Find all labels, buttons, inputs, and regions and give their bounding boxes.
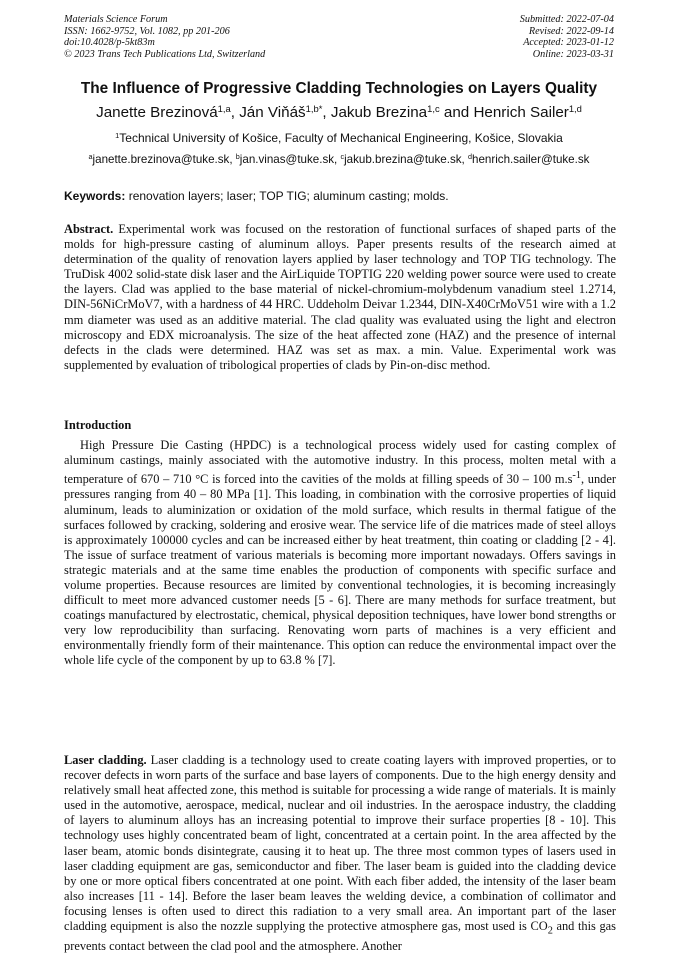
email-mark: d [468,152,472,162]
chemical-subscript: 2 [547,925,553,937]
section-heading-introduction: Introduction [64,418,132,432]
abstract [64,222,616,373]
journal-doi: doi:10.4028/p-5kt83m [64,37,155,49]
date-accepted: Accepted: 2023-01-12 [523,37,614,49]
email-mark: b [235,152,240,162]
email-list [20,153,658,166]
author-name: Henrich Sailer [473,104,569,121]
email-mark: c [340,152,345,162]
journal-name: Materials Science Forum [64,14,168,25]
paper-title: The Influence of Progressive Cladding Technologies on Layers Quality [80,80,598,97]
author-list [30,104,648,121]
laser-cladding-paragraph [64,753,616,954]
author-affil-mark: 1,c [427,102,440,114]
journal-info [64,14,265,60]
author-affil-mark: 1,a [217,102,231,114]
paragraph-text: and this gas prevents contact between the clad pool and the atmosphere. Another [64,919,616,953]
journal-copyright: © 2023 Trans Tech Publications Ltd, Switzerland [64,48,266,60]
paragraph-text: , under pressures ranging from 40 – 80 MPa [1]. This loading, in combination with the corrosive properties of liquid aluminum, leads to aluminization or oxidation of the mold surface, which results in thermal fatigue of the surfaces followed by cracking, soldering and erosive wear. The service life of die matrices made of steel alloys is approximately 100000 cycles and can be increased either by heat treatment, thin coating or cladding [2 - 4]. The issue of surface treatment of various materials is becoming more important nowadays. Offers savings in strategic materials and at the same time enables the production of components with specific surface and volume properties. Because resources are limited by conventional technologies, it is becoming increasingly difficult to meet more advanced customer needs [5 - 6]. There are many methods for surface treatment, but coatings manufactured by electrostatic, chemical, physical deposition techniques, have lower bond strengths or very low reproducibility than surfacing. Renovating worn parts of machines is a very efficient and environmentally friendly form of their maintenance. This option can reduce the environmental impact over the whole life cycle of the component by up to 63.8 % [7]. [64,472,616,668]
keywords-label: Keywords: [64,189,126,203]
journal-issn: ISSN: 1662-9752, Vol. 1082, pp 201-206 [64,25,230,37]
publication-dates [520,14,614,60]
email-mark: a [88,152,93,162]
author-affil-mark: 1,d [568,102,582,114]
introduction-paragraph [64,438,616,669]
author-separator: and [439,104,474,121]
email: henrich.sailer@tuke.sk [472,153,590,166]
author-name: Ján Viňáš [239,104,306,121]
author-name: Jakub Brezina [330,104,428,121]
paragraph-text: Laser cladding is a technology used to create coating layers with improved properties, or to recover defects in worn parts of the surface and base layers of components. Due to the high energy density and relatively small heat affected zone, this method is suitable for processing a wide range of materials. It is mainly used in the automotive, aerospace, medical, nuclear and oil industries. In the aerospace industry, the cladding of layers to aluminum alloys has an increasing potential to improve their surface properties [8 - 10]. This technology uses highly concentrated beam of light, concentrated at a certain point. In the area affected by the laser beam, atomic bonds disintegrate, causing it to heat up. The three most common types of lasers used in laser cladding equipment are gas, semiconductor and fiber. The laser beam is guided into the cladding device by one or more optical fibers concentrated at one point. With each fiber added, the intensity of the laser beam also increases [11 - 14]. Before the laser beam leaves the welding device, a combination of collimator and focusing lenses is often used to direct this radiation to a very small area. An important part of the laser cladding equipment is also the nozzle supplying the protective atmosphere gas, most used is CO [64,753,616,934]
email: janette.brezinova@tuke.sk, [92,153,236,166]
affiliation [30,131,648,145]
affiliation-text: Technical University of Košice, Faculty of Mechanical Engineering, Košice, Slovakia [119,131,563,145]
paragraph-text: High Pressure Die Casting (HPDC) is a technological process widely used for casting complex of aluminum castings, mainly associated with the automotive industry. In this process, molten metal with a temperature of 670 – 710 °C is forced into the cavities of the molds at filling speeds of 30 – 100 m.s [64,438,616,487]
date-submitted: Submitted: 2022-07-04 [519,14,614,25]
author-separator: , [230,104,240,121]
unit-exponent: -1 [572,470,581,482]
email: jan.vinas@tuke.sk, [239,153,341,166]
abstract-label: Abstract. [64,222,114,236]
date-online: Online: 2023-03-31 [532,48,614,60]
keywords-text: renovation layers; laser; TOP TIG; aluminum casting; molds. [125,189,449,203]
date-revised: Revised: 2022-09-14 [528,25,614,37]
author-name: Janette Brezinová [96,104,218,121]
affiliation-mark: 1 [115,130,120,140]
abstract-text: Experimental work was focused on the restoration of functional surfaces of shaped parts of the molds for high-pressure casting of aluminum alloys. Paper presents results of the research aimed at determination of the quality of renovation layers applied by laser technology and TOP TIG technology. The TruDisk 4002 solid-state disk laser and the AirLiquide TOPTIG 220 welding power source were used to create the layers. Clad was applied to the base material of nickel-chromium-molybdenum vanadium steel 1.2714, DIN-56NiCrMoV7, with a hardness of 44 HRC. Uddeholm Deivar 1.2344, DIN-X40CrMoV51 wire with a 1.2 mm diameter was used as an additive material. The clad quality was evaluated using the light and electron microscopy and EDX microanalysis. The size of the heat affected zone (HAZ) and the presence of internal defects in the clads were determined. HAZ was set as max. a min. Value. Experimental work was supplemented by evaluation of tribological properties of clads by Pin-on-disc method. [64,222,616,372]
paragraph-lead: Laser cladding. [64,753,147,767]
author-affil-mark: 1,b* [305,102,323,114]
email: jakub.brezina@tuke.sk, [344,153,468,166]
keywords [64,189,616,203]
author-separator: , [322,104,331,121]
